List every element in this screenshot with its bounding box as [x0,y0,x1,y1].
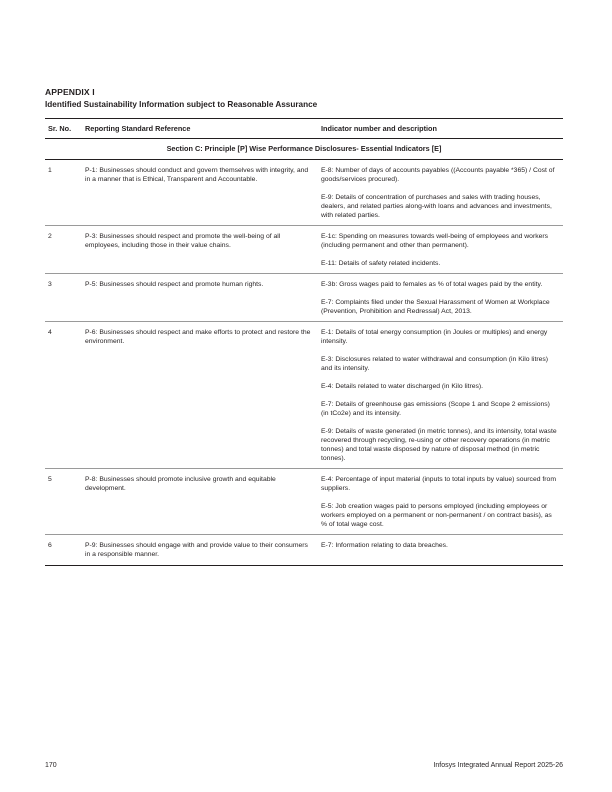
section-title: Section C: Principle [P] Wise Performance Disclosures- Essential Indicators [E] [45,139,563,160]
row-sr-no: 2 [48,233,52,240]
row-reference: P-6: Businesses should respect and make efforts to protect and restore the environment. [85,329,311,345]
row-reference: P-1: Businesses should conduct and govern themselves with integrity, and in a manner that is Ethical, Transparent and Accountable. [85,167,309,183]
indicator-item: E-3: Disclosures related to water withdrawal and consumption (in Kilo litres) and its intensity. [321,356,549,372]
row-reference: P-8: Businesses should promote inclusive growth and equitable development. [85,476,276,492]
appendix-title: APPENDIX I [45,87,95,97]
row-indicators [321,166,563,220]
row-sr-no: 3 [48,281,52,288]
row-indicators [321,541,563,550]
row-indicators [321,232,563,268]
assurance-table [45,118,563,566]
indicator-item: E-4: Percentage of input material (inputs to total inputs by value) sourced from suppliers. [321,476,556,492]
page-number: 170 [45,762,57,769]
indicator-item: E-9: Details of concentration of purchases and sales with trading houses, dealers, and related parties along-with loans and advances and investments, with related parties. [321,194,552,219]
row-reference: P-9: Businesses should engage with and provide value to their consumers in a responsible manner. [85,542,308,558]
row-sr-no: 4 [48,329,52,336]
indicator-item: E-4: Details related to water discharged (in Kilo litres). [321,383,484,390]
table-row [45,160,563,226]
table-header [45,119,563,139]
header-reference: Reporting Standard Reference [85,124,191,133]
indicator-item: E-3b: Gross wages paid to females as % of total wages paid by the entity. [321,281,543,288]
indicator-item: E-9: Details of waste generated (in metric tonnes), and its intensity, total waste recovered through recycling, re-using or other recovery operations (in metric tonnes) and total waste disposed by nature of disposal method (in metric tonnes). [321,428,557,462]
row-reference: P-5: Businesses should respect and promote human rights. [85,281,264,288]
row-indicators [321,475,563,529]
indicator-item: E-7: Information relating to data breaches. [321,542,448,549]
table-row [45,535,563,565]
indicator-item: E-7: Details of greenhouse gas emissions (Scope 1 and Scope 2 emissions) (in tCo2e) and its intensity. [321,401,550,417]
report-title: Infosys Integrated Annual Report 2025-26 [433,762,563,769]
appendix-subtitle: Identified Sustainability Information subject to Reasonable Assurance [45,100,318,109]
row-sr-no: 5 [48,476,52,483]
indicator-item: E-1c: Spending on measures towards well-being of employees and workers (including permanent and other than permanent). [321,233,549,249]
indicator-item: E-5: Job creation wages paid to persons employed (including employees or workers employed on a permanent or non-permanent / on contract basis), as % of total wage cost. [321,503,552,528]
indicator-item: E-8: Number of days of accounts payables ((Accounts payable *365) / Cost of goods/services procured). [321,167,555,183]
row-sr-no: 1 [48,167,52,174]
row-indicators [321,280,563,316]
indicator-item: E-1: Details of total energy consumption (in Joules or multiples) and energy intensity. [321,329,548,345]
indicator-item: E-11: Details of safety related incidents. [321,260,441,267]
indicator-item: E-7: Complaints filed under the Sexual Harassment of Women at Workplace (Prevention, Prohibition and Redressal) Act, 2013. [321,299,550,315]
table-row [45,274,563,322]
table-row [45,469,563,535]
header-sr-no: Sr. No. [48,124,72,133]
table-row [45,226,563,274]
row-indicators [321,328,563,463]
row-reference: P-3: Businesses should respect and promote the well-being of all employees, including those in their value chains. [85,233,281,249]
row-sr-no: 6 [48,542,52,549]
header-indicator: Indicator number and description [321,124,437,133]
table-row [45,322,563,469]
